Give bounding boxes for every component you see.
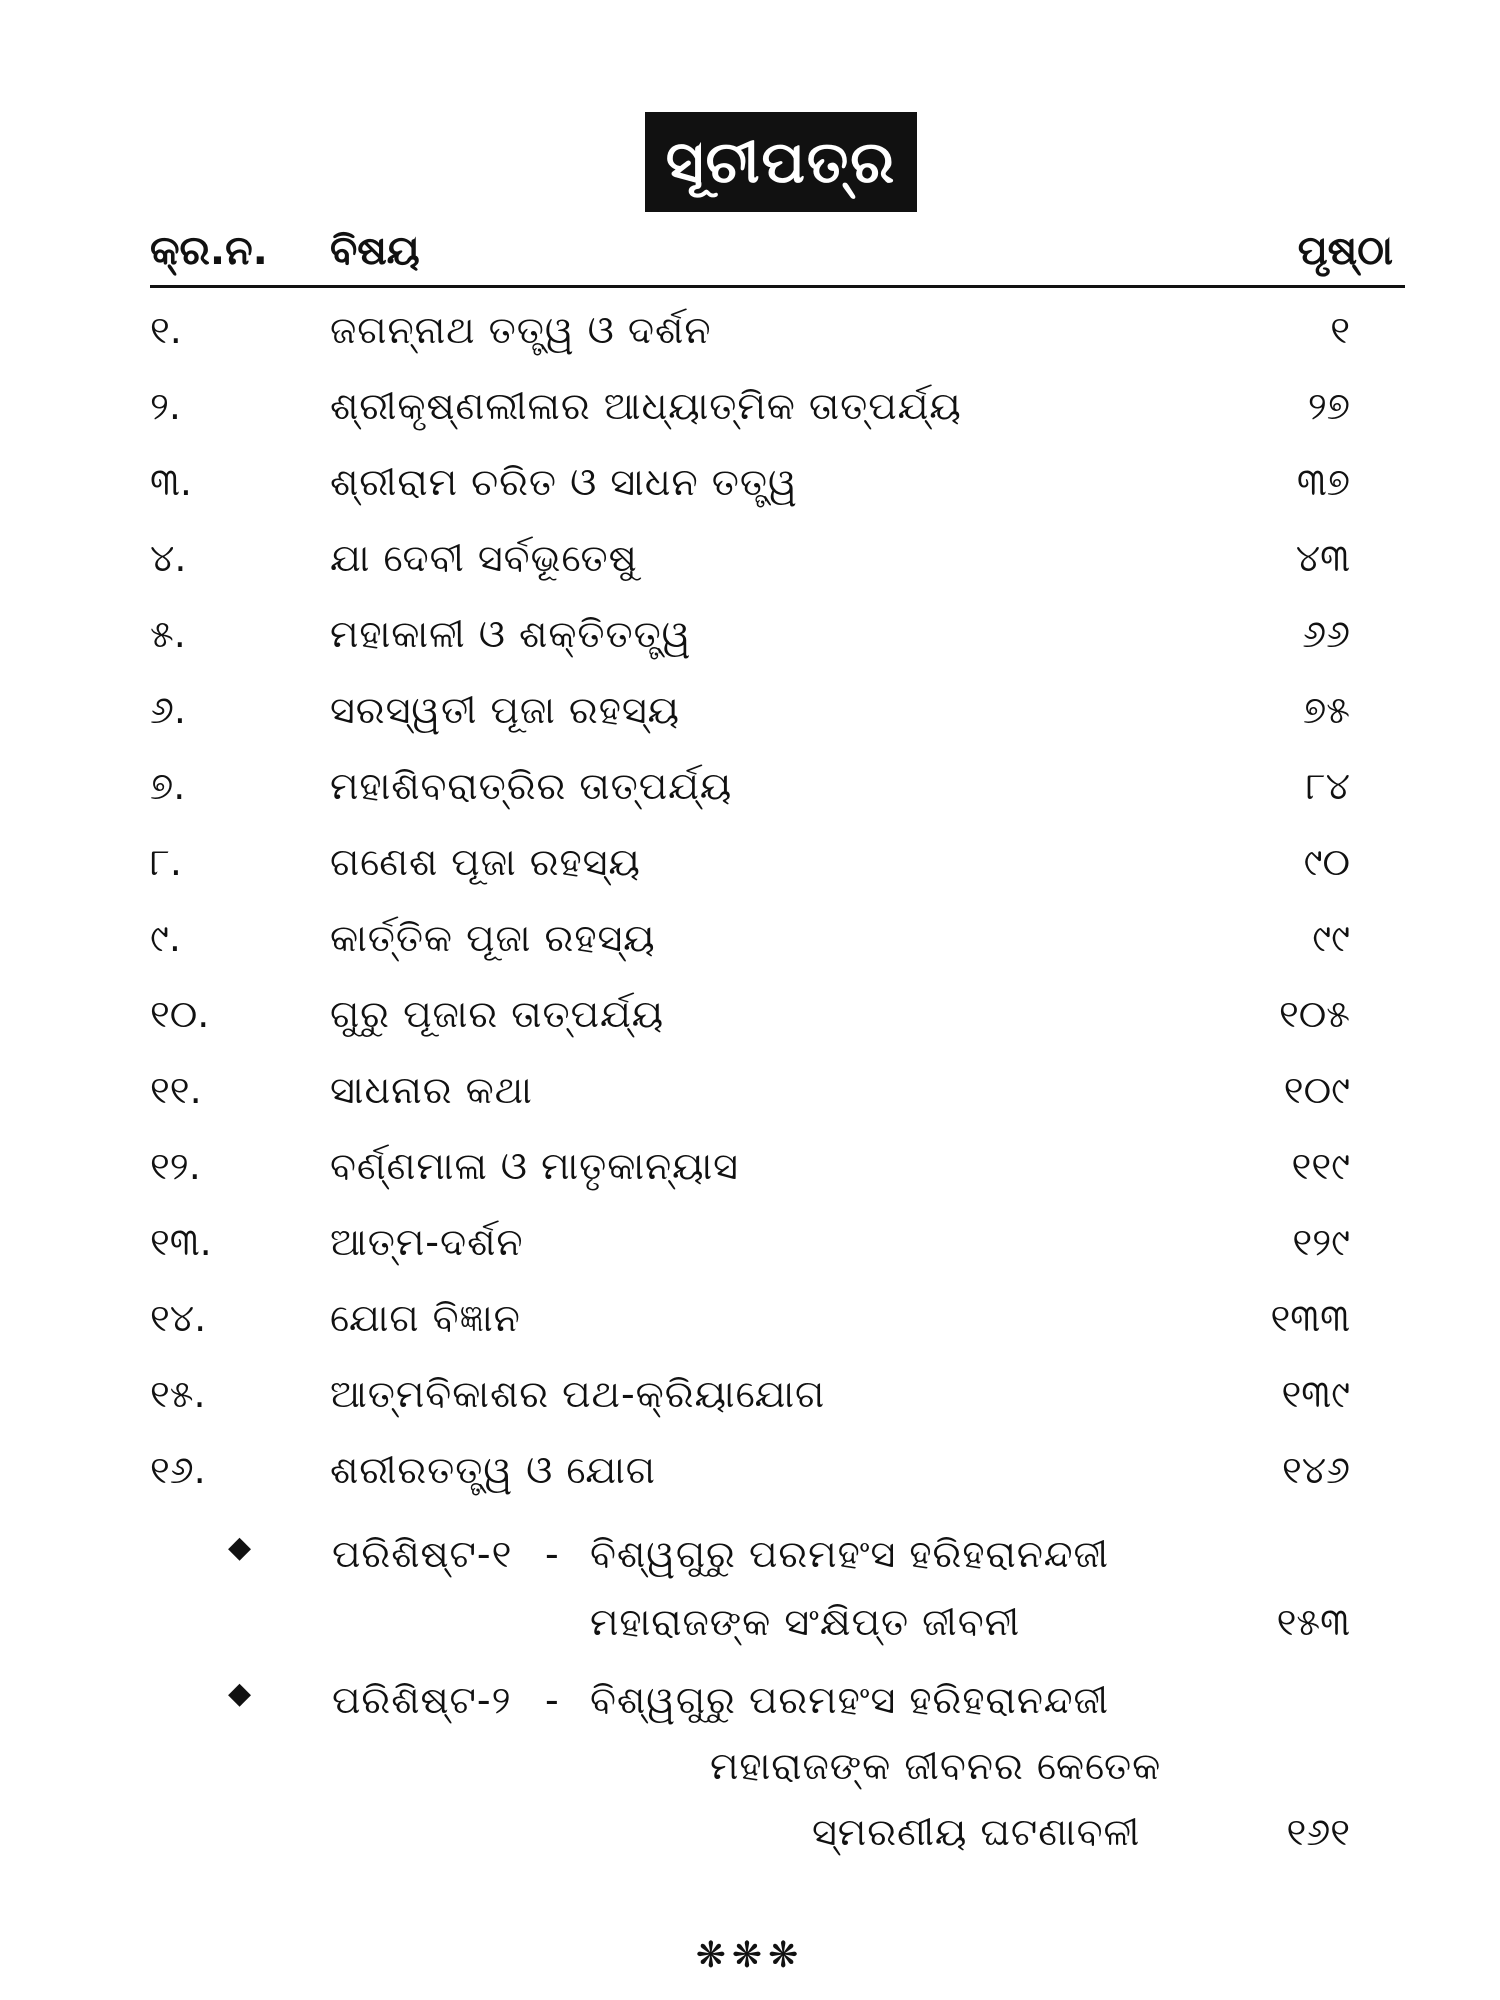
entry-subject: ଯା ଦେବୀ ସର୍ବଭୂତେଷୁ [330, 536, 638, 580]
toc-row [0, 526, 1500, 596]
toc-row [0, 830, 1500, 900]
entry-page: ୯୯ [1312, 916, 1350, 960]
entry-subject: ସାଧନାର କଥା [330, 1068, 533, 1112]
entry-page: ୧୩୯ [1281, 1372, 1350, 1416]
entry-page: ୭୫ [1303, 688, 1350, 732]
appendix-page: ୧୫୩ [1276, 1600, 1350, 1644]
toc-row [0, 1362, 1500, 1432]
entry-subject: ବର୍ଣ୍ଣମାଳା ଓ ମାତୃକାନ୍ୟାସ [330, 1144, 739, 1188]
entry-number: ୫. [150, 612, 186, 656]
toc-row [0, 754, 1500, 824]
entry-number: ୧୩. [150, 1220, 212, 1264]
entry-page: ୨୭ [1307, 384, 1350, 428]
toc-row [0, 906, 1500, 976]
header-serial-number: କ୍ର.ନ. [150, 228, 268, 274]
appendix-line: ମହାରାଜଙ୍କ ଜୀବନର କେତେକ [710, 1744, 1162, 1788]
entry-page: ୧୩୩ [1270, 1296, 1350, 1340]
appendix-line: ମହାରାଜଙ୍କ ସଂକ୍ଷିପ୍ତ ଜୀବନୀ [590, 1600, 1021, 1644]
entry-page: ୪୩ [1295, 536, 1350, 580]
entry-page: ୮୪ [1305, 764, 1350, 808]
entry-page: ୧୦୯ [1283, 1068, 1350, 1112]
appendix-page: ୧୬୧ [1286, 1810, 1350, 1854]
entry-subject: ଶରୀରତତ୍ତ୍ୱ ଓ ଯୋଗ [330, 1448, 656, 1492]
appendix-dash: - [545, 1678, 559, 1722]
appendix-line: ବିଶ୍ୱଗୁରୁ ପରମହଂସ ହରିହରାନନ୍ଦଜୀ [590, 1532, 1110, 1576]
entry-number: ୩. [150, 460, 192, 504]
entry-number: ୮. [150, 840, 182, 884]
header-subject: ବିଷୟ [330, 228, 420, 274]
appendix-label: ପରିଶିଷ୍ଟ-୨ [332, 1678, 512, 1722]
entry-page: ୧ [1330, 308, 1350, 352]
appendix-label: ପରିଶିଷ୍ଟ-୧ [332, 1532, 513, 1576]
entry-number: ୧୬. [150, 1448, 206, 1492]
entry-page: ୩୭ [1296, 460, 1350, 504]
entry-number: ୬. [150, 688, 186, 732]
toc-row [0, 1286, 1500, 1356]
toc-row [0, 298, 1500, 368]
entry-number: ୨. [150, 384, 182, 428]
page-title: ସୂଚୀପତ୍ର [645, 112, 917, 212]
diamond-bullet-icon: ◆ [228, 1530, 252, 1565]
toc-row [0, 1134, 1500, 1204]
appendix-entry-1 [0, 1522, 1500, 1662]
end-ornament: ❋❋❋ [695, 1935, 805, 1976]
toc-row [0, 450, 1500, 520]
entry-subject: ଶ୍ରୀରାମ ଚରିତ ଓ ସାଧନ ତତ୍ତ୍ୱ [330, 460, 798, 504]
entry-number: ୪. [150, 536, 187, 580]
entry-subject: ଗଣେଶ ପୂଜା ରହସ୍ୟ [330, 840, 641, 884]
entry-number: ୭. [150, 764, 186, 808]
entry-number: ୯. [150, 916, 181, 960]
toc-row [0, 602, 1500, 672]
entry-page: ୧୧୯ [1291, 1144, 1350, 1188]
entry-page: ୧୨୯ [1292, 1220, 1350, 1264]
entry-number: ୧୫. [150, 1372, 206, 1416]
entry-subject: ମହାଶିବରାତ୍ରିର ତାତ୍ପର୍ଯ୍ୟ [330, 764, 733, 808]
toc-header [150, 220, 1405, 288]
entry-number: ୧୪. [150, 1296, 207, 1340]
entry-number: ୧୨. [150, 1144, 201, 1188]
entry-subject: ଜଗନ୍ନାଥ ତତ୍ତ୍ୱ ଓ ଦର୍ଶନ [330, 308, 712, 352]
diamond-bullet-icon: ◆ [228, 1676, 252, 1711]
entry-subject: ଆତ୍ମବିକାଶର ପଥ-କ୍ରିୟାଯୋଗ [330, 1372, 826, 1416]
entry-page: ୬୬ [1302, 612, 1350, 656]
entry-subject: ସରସ୍ୱତୀ ପୂଜା ରହସ୍ୟ [330, 688, 681, 732]
appendix-line: ବିଶ୍ୱଗୁରୁ ପରମହଂସ ହରିହରାନନ୍ଦଜୀ [590, 1678, 1110, 1722]
entry-subject: କାର୍ତ୍ତିକ ପୂଜା ରହସ୍ୟ [330, 916, 656, 960]
toc-row [0, 1058, 1500, 1128]
appendix-entry-2 [0, 1668, 1500, 1878]
entry-subject: ଯୋଗ ବିଜ୍ଞାନ [330, 1296, 521, 1340]
appendix-dash: - [545, 1532, 559, 1576]
entry-number: ୧. [150, 308, 182, 352]
entry-page: ୧୪୬ [1281, 1448, 1350, 1492]
entry-number: ୧୦. [150, 992, 210, 1036]
toc-row [0, 1438, 1500, 1508]
toc-row [0, 1210, 1500, 1280]
entry-subject: ମହାକାଳୀ ଓ ଶକ୍ତିତତ୍ତ୍ୱ [330, 612, 692, 656]
header-page: ପୃଷ୍ଠା [1297, 228, 1393, 274]
toc-row [0, 678, 1500, 748]
entry-subject: ଗୁରୁ ପୂଜାର ତାତ୍ପର୍ଯ୍ୟ [330, 992, 665, 1036]
toc-row [0, 374, 1500, 444]
appendix-line: ସ୍ମରଣୀୟ ଘଟଣାବଳୀ [812, 1810, 1141, 1854]
entry-subject: ଆତ୍ମ-ଦର୍ଶନ [330, 1220, 524, 1264]
entry-subject: ଶ୍ରୀକୃଷ୍ଣଲୀଳାର ଆଧ୍ୟାତ୍ମିକ ତାତ୍ପର୍ଯ୍ୟ [330, 384, 962, 428]
entry-page: ୧୦୫ [1278, 992, 1350, 1036]
entry-page: ୯୦ [1303, 840, 1350, 884]
toc-row [0, 982, 1500, 1052]
entry-number: ୧୧. [150, 1068, 202, 1112]
